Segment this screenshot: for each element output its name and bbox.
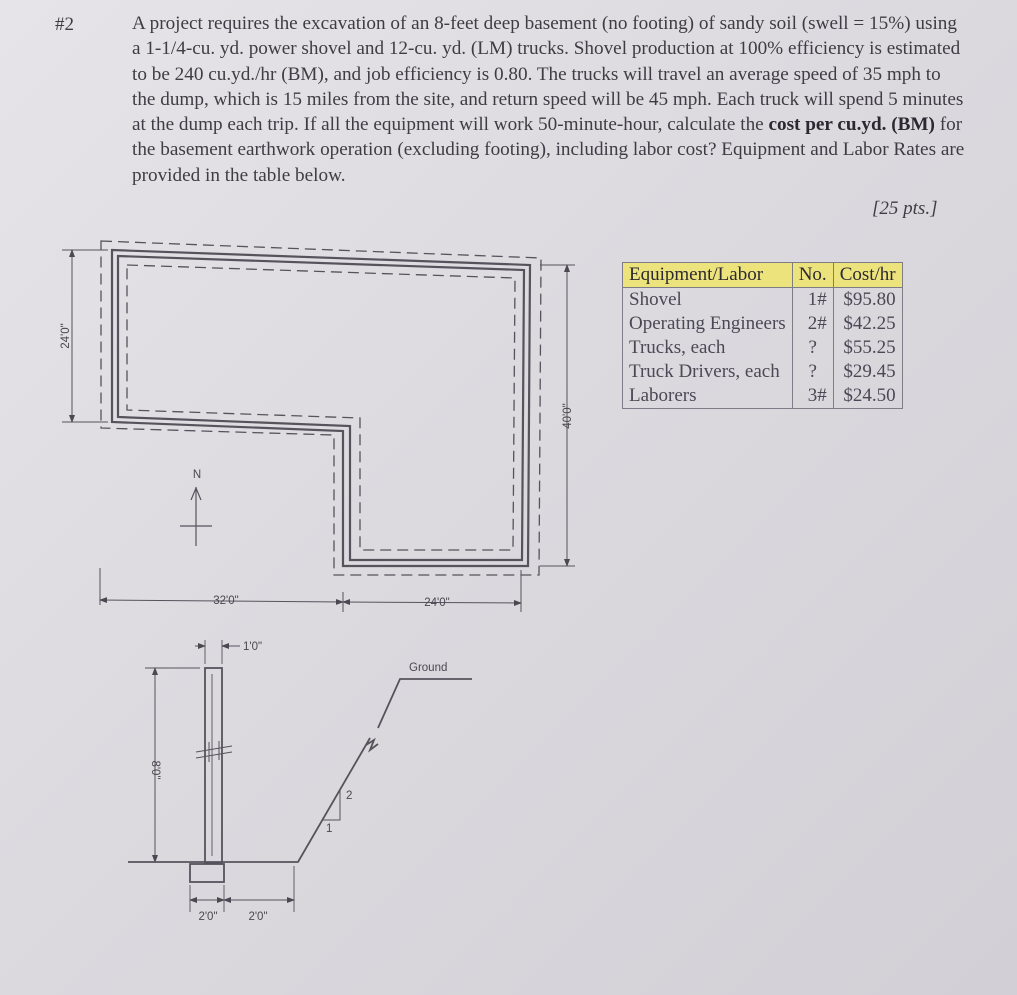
slope-rise-label: 2 — [346, 790, 353, 802]
row-name: Laborers — [623, 384, 793, 409]
problem-text-part1: A project requires the excavation of an 8-feet deep basement (no footing) of sandy soil (swell = 15%) using a 1-1/4-cu. yd. power shovel and 12-cu. yd. (LM) trucks. Shovel production at 100% efficiency is estimated to be 240 cu.yd./hr (BM), and job efficiency is 0.80. The trucks will travel an average speed of 35 mph to the dump, which is 15 miles from the site, and return speed will be 45 mph. Each truck will spend 5 minutes at the dump each trip. If all the equipment will work 50-minute-hour, calculate the — [132, 13, 964, 136]
table-row — [623, 360, 903, 384]
north-arrow-icon — [180, 487, 212, 546]
section-dim-bottom-right: 2'0" — [248, 911, 268, 923]
row-name: Truck Drivers, each — [623, 360, 793, 384]
slope-run-label: 1 — [326, 823, 333, 835]
section-view — [128, 640, 472, 912]
footing-outline — [127, 265, 515, 550]
problem-number: #2 — [55, 14, 74, 35]
excavation-profile — [128, 679, 472, 862]
header-no: No. — [792, 263, 833, 288]
footing-section — [190, 864, 224, 882]
section-dim-height: 8'0" — [149, 760, 161, 780]
row-count: ? — [792, 336, 833, 360]
row-cost: $24.50 — [833, 384, 902, 409]
header-cost-hr: Cost/hr — [833, 263, 902, 288]
wall-outer — [112, 250, 530, 566]
table-row — [623, 288, 903, 313]
problem-bold-phrase: cost per cu.yd. (BM) — [768, 114, 935, 136]
table-row — [623, 384, 903, 409]
break-mark — [196, 741, 232, 762]
wall-inner — [118, 256, 524, 560]
table-row — [623, 336, 903, 360]
row-cost: $95.80 — [833, 288, 902, 313]
plan-dim-left: 24'0" — [60, 323, 72, 349]
row-count: 3# — [792, 384, 833, 409]
row-name: Shovel — [623, 288, 793, 313]
problem-text-part2: for the basement earthwork operation (excluding footing), including labor cost? Equipment and Labor Rates are provided in the table below. — [132, 114, 965, 186]
row-cost: $55.25 — [833, 336, 902, 360]
row-name: Trucks, each — [623, 336, 793, 360]
header-equipment-labor: Equipment/Labor — [623, 263, 793, 288]
points-value: [25 pts.] — [872, 198, 938, 219]
plan-view — [62, 241, 575, 612]
equipment-labor-rates-table — [622, 262, 903, 409]
row-cost: $29.45 — [833, 360, 902, 384]
row-name: Operating Engineers — [623, 312, 793, 336]
row-count: 2# — [792, 312, 833, 336]
section-dim-top: 1'0" — [243, 641, 263, 653]
row-cost: $42.25 — [833, 312, 902, 336]
wall-section — [205, 668, 222, 863]
row-count: 1# — [792, 288, 833, 313]
table-header-row — [623, 263, 903, 288]
plan-dim-right: 40'0" — [562, 403, 574, 429]
plan-dim-bottom-right: 24'0" — [424, 597, 450, 609]
plan-dim-bottom-left: 32'0" — [213, 595, 239, 607]
section-dim-bottom-left: 2'0" — [198, 911, 218, 923]
ground-label: Ground — [409, 662, 448, 674]
excavation-outline — [101, 241, 541, 575]
north-label: N — [192, 469, 202, 481]
table-row — [623, 312, 903, 336]
row-count: ? — [792, 360, 833, 384]
